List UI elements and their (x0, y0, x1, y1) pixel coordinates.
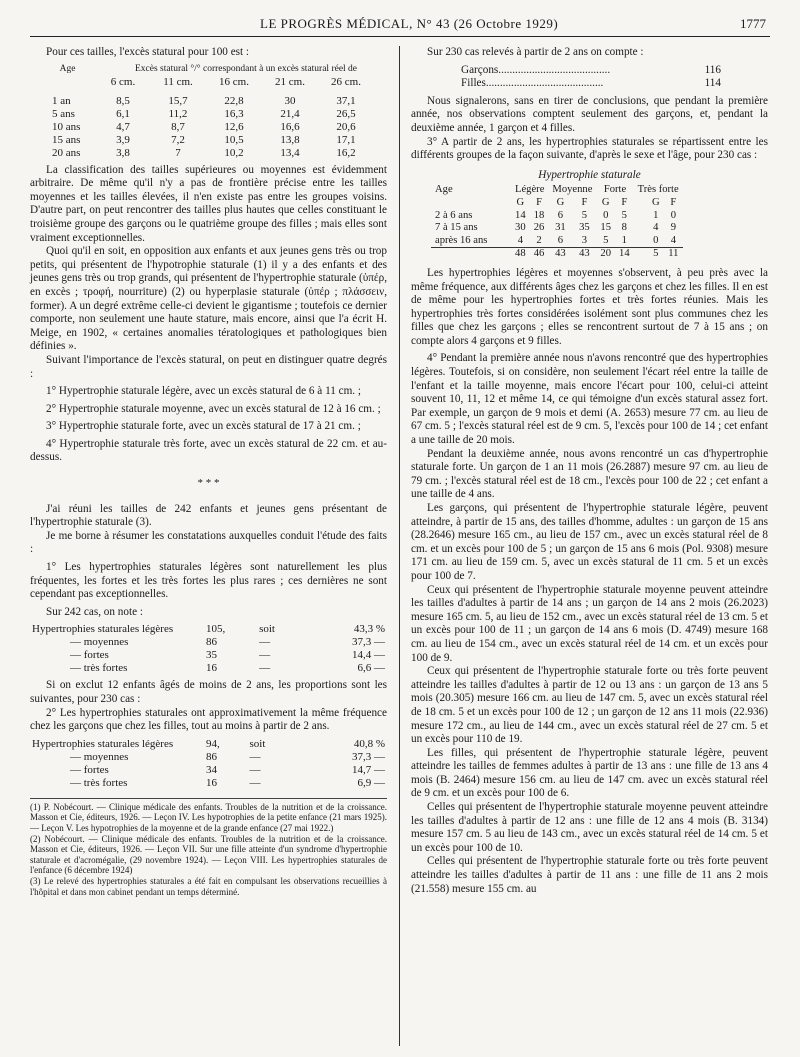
sub-head: G (651, 196, 660, 208)
cell: 2 (536, 234, 542, 246)
cell: 18 (533, 209, 545, 221)
cell: 8,7 (171, 120, 185, 133)
paragraph: 2° Les hypertrophies staturales ont approximativement la même fréquence chez les garçons que chez les filles, tout au moins à partir de 2 ans. (30, 706, 387, 733)
cell: 5 (653, 248, 659, 260)
cell: 26 (533, 222, 545, 234)
cell: 11 (668, 248, 679, 260)
footnote: (2) Nobécourt. — Clinique médicale des enfants. Troubles de la nutrition et de la croissance. Masson et Cie, éditeurs, 1926. — Leçon VII. Sur une fille atteinte d'un syndrome d'hypertrophie staturale et d'acromégalie, (29 novembre 1924). — Leçon VIII. Les hypertrophies staturales de l'enfance (6 décembre 1924) (30, 833, 387, 876)
cell: 5 ans (52, 107, 75, 120)
cell: Hypertrophies staturales légères (32, 737, 174, 750)
sub-head: G (601, 196, 610, 208)
cell: — (249, 776, 261, 789)
cell: 31 (555, 222, 566, 234)
sub-head: F (621, 196, 628, 208)
cell: 0 (653, 234, 659, 246)
cell: 35 (579, 222, 590, 234)
cell: 20 (600, 248, 612, 260)
table-row (30, 764, 387, 777)
cell: 16,2 (336, 146, 356, 159)
col-head: Moyenne (552, 184, 593, 196)
paragraph: 3° A partir de 2 ans, les hypertrophies staturales se répartissent entre les différents groupes de la façon suivante, d'après le sexe et l'âge, pour 230 cas : (411, 135, 768, 162)
counts-table-230 (30, 738, 387, 790)
paragraph: Celles qui présentent de l'hypertrophie staturale moyenne peuvent atteindre les tailles d'adultes à partir de 12 ans : une fille de 12 ans 4 mois (B. 3134) mesure 157 cm. 5 au lieu de 143 cm., avec un excès statural réel de 14 cm. 5 et un excès pour 100 de 10. (411, 801, 768, 854)
paragraph: Les filles, qui présentent de l'hypertrophie staturale légère, peuvent atteindre les tailles de femmes adultes à partir de 13 ans : une fille de 13 ans 4 mois (B. 2464) mesure 156 cm. au lieu de 147 cm. avec un excès statural réel de 9 cm. et un excès pour 100 de 6. (411, 746, 768, 800)
cell: 12,6 (224, 120, 244, 133)
cell: 3,8 (116, 146, 130, 159)
cell: 6,1 (116, 107, 130, 120)
cell: après 16 ans (435, 234, 488, 246)
cell: 7,2 (171, 133, 185, 146)
sub-head: G (516, 196, 525, 208)
list-item (461, 77, 721, 91)
degree-item: 1° Hypertrophie staturale légère, avec un excès statural de 6 à 11 cm. ; (46, 385, 362, 398)
age-header: Age (59, 63, 76, 74)
paragraph: Pendant la deuxième année, nous avons rencontré un cas d'hypertrophie staturale forte. Un garçon de 1 an 11 mois (26.2887) mesure 97 cm. au lieu de 79 cm. ; l'excès statural réel est de 18 cm., l'excès pour 100 de 22 ; cet enfant a une taille de 4 ans. (411, 447, 768, 501)
table-row (50, 134, 374, 147)
paragraph: Si on exclut 12 enfants âgés de moins de 2 ans, les proportions sont les suivantes, pour 230 cas : (30, 679, 387, 705)
cell: 5 (603, 234, 609, 246)
paragraph: Les hypertrophies légères et moyennes s'observent, à peu près avec la même fréquence, aux différents âges chez les garçons et chez les filles. Il en est de même pour les hypertrophies fortes et très fortes réunies. Mais les hypertrophies très fortes considérées isolément sont plus communes chez les filles que chez les garçons ; elles se rencontrent surtout de 7 à 15 ans ; on compte alors 4 garçons et 9 filles. (411, 266, 768, 347)
cell: 14 (619, 248, 630, 260)
cell: 35 (206, 649, 217, 662)
cell: 43,3 % (353, 623, 385, 636)
cell: 48 (515, 248, 526, 260)
cell: 1 (653, 209, 659, 221)
cell: 14,7 — (352, 763, 385, 776)
cell: — (259, 662, 271, 675)
cell: 17,1 (336, 133, 356, 146)
cell: 86 (206, 636, 217, 649)
cell: 20,6 (336, 120, 356, 133)
cell: 9 (670, 222, 677, 234)
cell: 6 (557, 209, 564, 221)
table-row (30, 777, 387, 790)
cell: — moyennes (70, 636, 129, 649)
col-head: 16 cm. (219, 75, 249, 88)
cell: 1 (621, 234, 627, 246)
cell: 2 à 6 ans (435, 209, 473, 221)
cell: 15,7 (168, 94, 188, 107)
cell: 7 (175, 146, 181, 159)
cell: 15 (600, 222, 612, 234)
cell: 10,5 (224, 133, 244, 146)
cell: 14,4 — (352, 649, 385, 662)
degree-item: 3° Hypertrophie staturale forte, avec un excès statural de 17 à 21 cm. ; (46, 420, 361, 433)
cell: 34 (206, 763, 217, 776)
running-header (30, 14, 770, 37)
paragraph: 1° Les hypertrophies staturales légères sont naturellement les plus fréquentes, les fortes et les très fortes les plus rares ; ces dernières ne sont cependant pas exceptionnelles. (30, 561, 387, 601)
cell: — (249, 750, 261, 763)
cell: 4,7 (116, 120, 130, 133)
cell: 4 (670, 234, 677, 246)
cell: 16,6 (280, 120, 300, 133)
cell: — (259, 649, 271, 662)
cell: 22,8 (224, 94, 244, 107)
cell: 6,6 — (357, 662, 385, 675)
paragraph: Suivant l'importance de l'excès statural, on peut en distinguer quatre degrés : (30, 353, 387, 380)
col-head: 26 cm. (331, 75, 361, 88)
label: Filles.......................................... (461, 77, 604, 90)
cell: 6,9 — (357, 776, 385, 789)
table-row (50, 95, 374, 108)
paragraph: Celles qui présentent de l'hypertrophie staturale forte ou très forte peuvent atteindre les tailles d'adultes à partir de 11 ans : une fille de 11 ans 2 mois (21.558) mesure 155 cm. au (411, 855, 768, 895)
cell: 16,3 (224, 107, 244, 120)
cell: 21,4 (280, 107, 300, 120)
cell: — (259, 636, 271, 649)
cell: — très fortes (70, 776, 128, 789)
cell: 13,8 (280, 133, 300, 146)
paragraph: Quoi qu'il en soit, en opposition aux enfants et aux jeunes gens très ou trop petits, qui présentent de l'hypotrophie staturale (1) il y a des enfants et des jeunes gens très ou trop grands, qui présentent de l'hypertrophie staturale (ὑπέρ, en excès ; τροφή, nourriture) (2) ou hyperplasie staturale (ὑπέρ ; πλάσσειν, former). A un degré extrême celle-ci devient le gigantisme ; toutefois ce dernier comporte, non seulement une haute stature, mais encore, ainsi que l'a écrit H. Meige, en 1902, « certaines anomalies tératologiques et pathologiques bien définies ». (30, 245, 387, 353)
cell: 15 ans (52, 133, 81, 146)
cell: 4 (653, 222, 659, 234)
table-row (30, 662, 387, 675)
col-head: Très forte (637, 184, 679, 196)
degree-item: 2° Hypertrophie staturale moyenne, avec un excès statural de 12 à 16 cm. ; (46, 402, 381, 415)
cell: 8,5 (116, 94, 130, 107)
right-column (411, 46, 768, 896)
cell: 0 (670, 209, 677, 221)
paragraph: J'ai réuni les tailles de 242 enfants et jeunes gens présentant de l'hypertrophie staturale (3). (30, 502, 387, 529)
page-number: 1777 (740, 16, 766, 31)
cell: 46 (533, 248, 545, 260)
journal-title: LE PROGRÈS MÉDICAL, N° 43 (26 Octobre 1929) (260, 16, 559, 31)
cell: 13,4 (280, 146, 300, 159)
cell: 26,5 (336, 107, 356, 120)
list-item (461, 64, 721, 78)
cell: 10 ans (52, 120, 81, 133)
cell: 0 (603, 209, 609, 221)
cell: 7 à 15 ans (435, 222, 478, 234)
cell: 43 (555, 248, 566, 260)
sub-head: F (581, 196, 588, 208)
column-divider (399, 46, 400, 1046)
left-column (30, 46, 387, 897)
table-row (30, 738, 387, 751)
cell: — fortes (70, 763, 109, 776)
cell: 37,3 — (352, 636, 385, 649)
cell: 1 an (52, 94, 71, 107)
cell: 3,9 (116, 133, 130, 146)
value: 114 (704, 77, 721, 90)
cell: 37,3 — (352, 750, 385, 763)
table-title: Hypertrophie staturale (538, 168, 641, 181)
paragraph: Sur 242 cas, on note : (46, 605, 143, 618)
table-row (50, 108, 374, 121)
cell: 5 (581, 209, 588, 221)
cell: 8 (621, 222, 627, 234)
value: 116 (704, 63, 721, 76)
paragraph: Je me borne à résumer les constatations auxquelles conduit l'étude des faits : (30, 529, 387, 556)
table-row (431, 235, 683, 248)
table-row (50, 147, 374, 160)
paragraph: Nous signalerons, sans en tirer de conclusions, que pendant la première année, nos observations comptent seulement des garçons, et, pendant la deuxième année, 1 garçon et 4 filles. (411, 94, 768, 134)
sex-counts (461, 64, 721, 91)
sub-head: G (556, 196, 565, 208)
cell: 20 ans (52, 146, 81, 159)
table-row (431, 222, 683, 235)
cell: 37,1 (336, 94, 356, 107)
totals-row (431, 248, 683, 261)
intro-paragraph: Pour ces tailles, l'excès statural pour 100 est : (46, 46, 250, 58)
cell: — fortes (70, 649, 109, 662)
cell: 16 (206, 776, 217, 789)
cell: 94, (206, 737, 220, 750)
cell: Hypertrophies staturales légères (32, 623, 174, 636)
cell: 10,2 (224, 146, 244, 159)
paragraph: Ceux qui présentent de l'hypertrophie staturale moyenne peuvent atteindre les tailles d'adultes à partir de 14 ans ; un garçon de 14 ans 2 mois (26.2023) mesure 165 cm. 5, au lieu de 152 cm., avec un excès statural réel de 13 cm. 5 et un excès pour 100 de 11 ; un garçon de 14 ans 6 mois (D. 4749) mesure 168 cm. au lieu de 154 cm., avec un excès statural réel de 14 cm. et un excès pour 100 de 9. (411, 583, 768, 664)
label: Garçons........................................ (461, 63, 611, 76)
cell: — moyennes (70, 750, 129, 763)
cell: 30 (284, 94, 296, 107)
table-row (30, 751, 387, 764)
cell: 105, (206, 623, 226, 636)
section-separator: * * * (197, 477, 220, 490)
counts-table-242 (30, 623, 387, 675)
cell: 43 (579, 248, 590, 260)
cell: 14 (515, 209, 526, 221)
cell: soit (259, 623, 275, 636)
cell: 4 (517, 234, 523, 246)
sub-head: F (536, 196, 542, 208)
footnote: (1) P. Nobécourt. — Clinique médicale des enfants. Troubles de la nutrition et de la croissance. Masson et Cie, éditeurs, 1926. — Leçon IV. Les hypotrophies de la petite enfance (21 mars 1925). — Leçon V. Les hypotrophies de la moyenne et de la grande enfance (27 mai 1922.) (30, 801, 387, 833)
footnotes (30, 798, 387, 897)
table-row (30, 636, 387, 649)
cell: 11,2 (168, 107, 188, 120)
degree-item: 4° Hypertrophie staturale très forte, avec un excès statural de 22 cm. et au-dessus. (30, 437, 387, 464)
cell: 16 (206, 662, 217, 675)
distribution-table (431, 184, 683, 261)
excess-header: Excès statural °/° correspondant à un excès statural réel de (134, 63, 358, 74)
paragraph: Ceux qui présentent de l'hypertrophie staturale forte ou très forte peuvent atteindre les tailles d'adultes à partir de 12 ou 13 ans : un garçon de 13 ans 5 mois (20.305) mesure 166 cm. au lieu de 147 cm. 5, avec un excès statural réel de 18 cm. 5 et un excès pour 100 de 12 ; un garçon de 12 ans 11 mois (22.936) mesure 172 cm., au lieu de 144 cm., avec un excès statural réel de 27 cm. 5 et un excès pour 110 de 19. (411, 665, 768, 746)
cell: 3 (581, 234, 588, 246)
col-head: Forte (603, 184, 627, 196)
table-row (50, 121, 374, 134)
col-head: Légère (515, 184, 545, 196)
paragraph: 4° Pendant la première année nous n'avons rencontré que des hypertrophies légères. Toutefois, si on considère, non seulement l'écart réel entre la taille de l'enfant et la taille moyenne, mais encore l'écart pour 100, celui-ci atteint souvent 10, 11, 12 et même 14, ce qui témoigne d'un excès statural assez fort. Par exemple, un garçon de 9 mois et demi (A. 2653) mesure 77 cm. au lieu de 67 cm. 5 ; l'excès statural réel est de 9 cm. 5, l'excès pour 100 de 14 ; cet enfant a une taille de 20 mois. (411, 352, 768, 447)
cell: soit (249, 737, 266, 750)
col-head: 6 cm. (110, 75, 136, 88)
table-row (30, 623, 387, 636)
col-head: Age (435, 184, 453, 196)
cell: — (249, 763, 261, 776)
paragraph: Sur 230 cas relevés à partir de 2 ans on compte : (427, 46, 644, 58)
cell: 6 (557, 234, 564, 246)
cell: 30 (515, 222, 526, 234)
excess-table-grid (50, 76, 374, 160)
table-row (30, 649, 387, 662)
paragraph: Les garçons, qui présentent de l'hypertrophie staturale légère, peuvent atteindre, à partir de 15 ans, des tailles d'homme, adultes : un garçon de 15 ans (28.2646) mesure 165 cm., au lieu de 157 cm., avec un excès statural réel de 8 cm. et un excès pour 100 de 5 ; un garçon de 15 ans 6 mois (Pol. 9308) mesure 171 cm. au lieu de 159 cm. 5, avec un excès statural de 11 cm. 5 et un excès pour 100 de 7. (411, 502, 768, 582)
table-row (431, 210, 683, 223)
cell: 40,8 % (353, 737, 385, 750)
cell: — très fortes (70, 662, 128, 675)
footnote: (3) Le relevé des hypertrophies staturales a été fait en compulsant les observations recueillies à l'hôpital et dans mon cabinet pendant un temps déterminé. (30, 875, 387, 897)
col-head: 21 cm. (275, 75, 305, 88)
cell: 5 (621, 209, 627, 221)
col-head: 11 cm. (163, 75, 193, 88)
cell: 86 (206, 750, 217, 763)
sub-head: F (670, 196, 677, 208)
paragraph: La classification des tailles supérieures ou moyennes est évidemment arbitraire. De même qu'il n'y a pas de frontière précise entre les tailles moyennes et les tailles élevées, il n'en existe pas entre les groupes voisins. D'autre part, on peut rencontrer des tailles plus hautes que celles constituant le troisième groupe des garçons ou le quatrième groupe des filles ; mais elles sont vraiment exceptionnelles. (30, 163, 387, 244)
excess-table (30, 64, 387, 160)
